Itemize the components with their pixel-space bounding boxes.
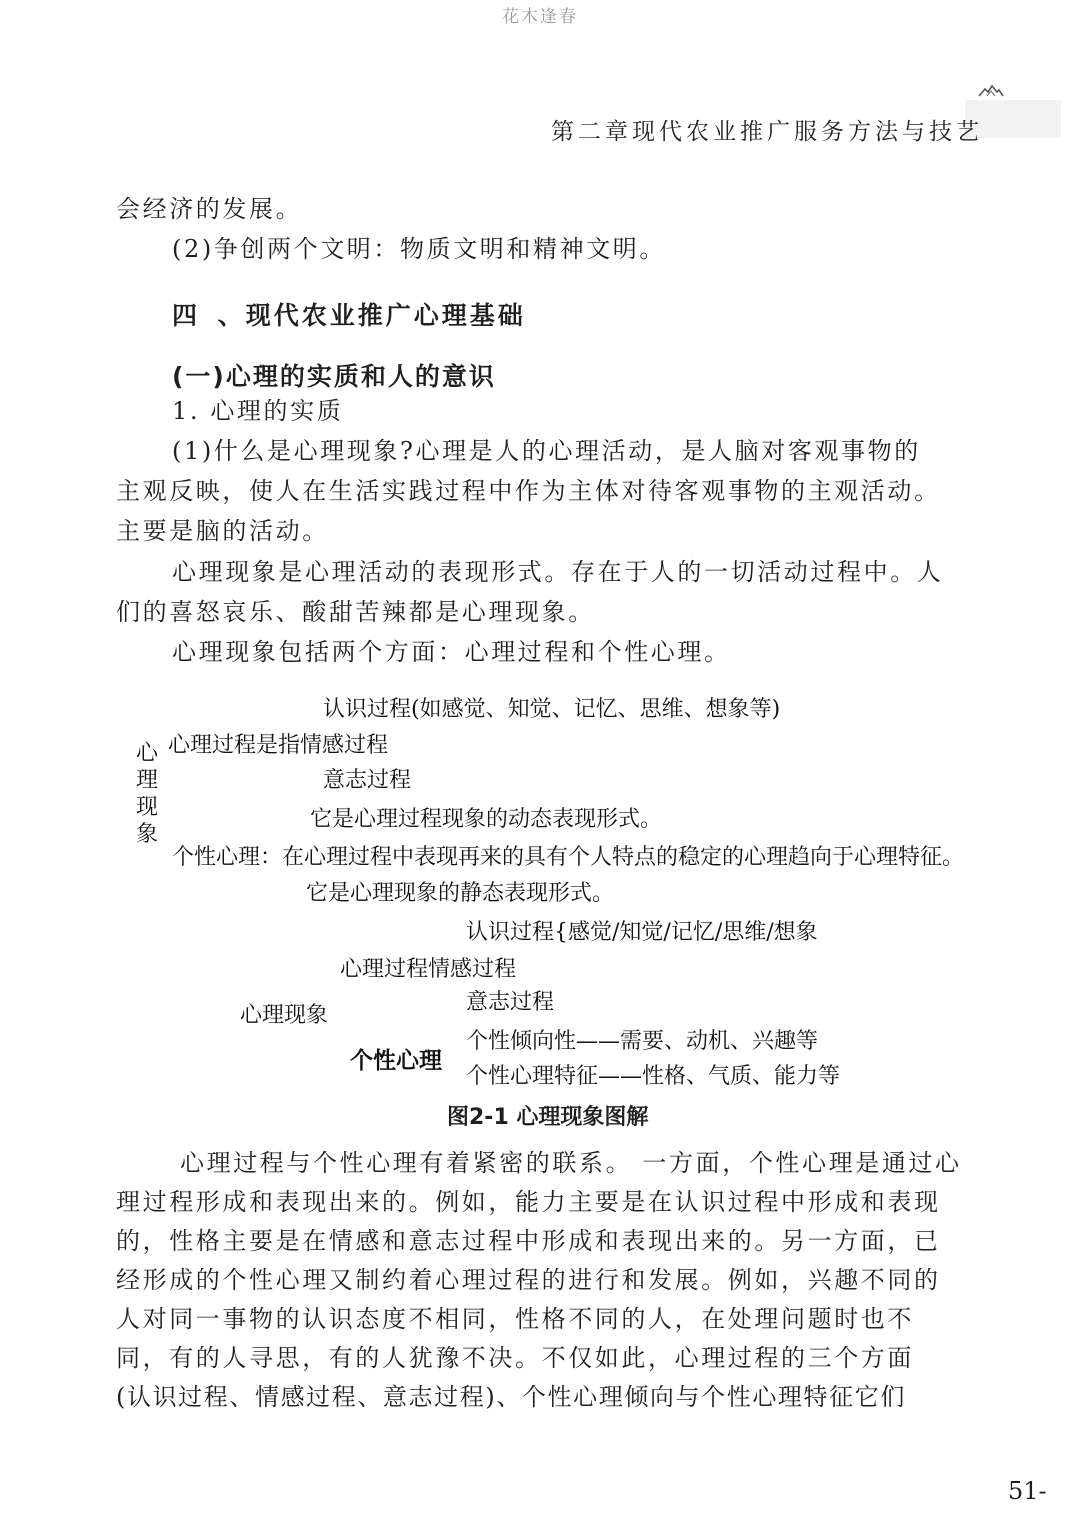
figure-process: 心理过程情感过程 (340, 957, 517, 982)
text-line: 主观反映，使人在生活实践过程中作为主体对待客观事物的主观活动。 (116, 477, 941, 505)
text-line: 心理现象是心理活动的表现形式。存在于人的一切活动过程中。人 (172, 558, 944, 586)
text-line: 心理过程与个性心理有着紧密的联系。 一方面，个性心理是通过心 (180, 1149, 962, 1177)
text-line: 理过程形成和表现出来的。例如，能力主要是在认识过程中形成和表现 (116, 1188, 941, 1216)
diagram-cognition: 认识过程(如感觉、知觉、记忆、思维、想象等) (323, 697, 781, 722)
text-line: 的，性格主要是在情感和意志过程中形成和表现出来的。另一方面，已 (116, 1227, 941, 1255)
figure-root: 心理现象 (240, 1003, 329, 1028)
figure-personality: 个性心理 (350, 1048, 442, 1074)
text-line: 同，有的人寻思，有的人犹豫不决。不仅如此，心理过程的三个方面 (116, 1344, 914, 1372)
page-number: 51- (1008, 1477, 1047, 1505)
text-line: (1)什么是心理现象?心理是人的心理活动，是人脑对客观事物的 (172, 437, 921, 465)
diagram-personality-note: 它是心理现象的静态表现形式。 (306, 881, 615, 906)
figure-tendency: 个性倾向性——需要、动机、兴趣等 (466, 1029, 819, 1054)
diagram-root-vertical: 心理现象 (136, 741, 159, 847)
text-line: 1. 心理的实质 (172, 397, 344, 425)
running-head: 第二章现代农业推广服务方法与技艺 (551, 119, 983, 145)
figure-caption: 图2-1 心理现象图解 (447, 1105, 649, 1130)
diagram-will: 意志过程 (323, 768, 412, 793)
diagram-process-note: 它是心理过程现象的动态表现形式。 (310, 807, 663, 832)
watermark-text: 花木逢春 (502, 7, 578, 27)
diagram-personality: 个性心理：在心理过程中表现再来的具有个人特点的稳定的心理趋向于心理特征。 (172, 845, 965, 870)
text-line: 心理现象包括两个方面：心理过程和个性心理。 (172, 638, 731, 666)
text-line: 经形成的个性心理又制约着心理过程的进行和发展。例如，兴趣不同的 (116, 1266, 941, 1294)
section-heading: 四 、现代农业推广心理基础 (172, 301, 526, 330)
figure-traits: 个性心理特征——性格、气质、能力等 (466, 1064, 841, 1089)
diagram-process: 心理过程是指情感过程 (168, 733, 389, 758)
text-line: 们的喜怒哀乐、酸甜苦辣都是心理现象。 (116, 598, 595, 626)
text-line: (2)争创两个文明：物质文明和精神文明。 (172, 235, 666, 263)
text-line: 人对同一事物的认识态度不相同，性格不同的人，在处理问题时也不 (116, 1305, 914, 1333)
subsection-heading: (一)心理的实质和人的意识 (172, 362, 496, 391)
text-line: (认识过程、情感过程、意志过程)、个性心理倾向与个性心理特征它们 (116, 1383, 906, 1411)
text-line: 主要是脑的活动。 (116, 517, 329, 545)
figure-cognition: 认识过程{感觉/知觉/记忆/思维/想象 (466, 920, 818, 945)
figure-will: 意志过程 (466, 990, 555, 1015)
mountain-ornament-icon (978, 84, 1004, 98)
text-line: 会经济的发展。 (116, 195, 303, 223)
